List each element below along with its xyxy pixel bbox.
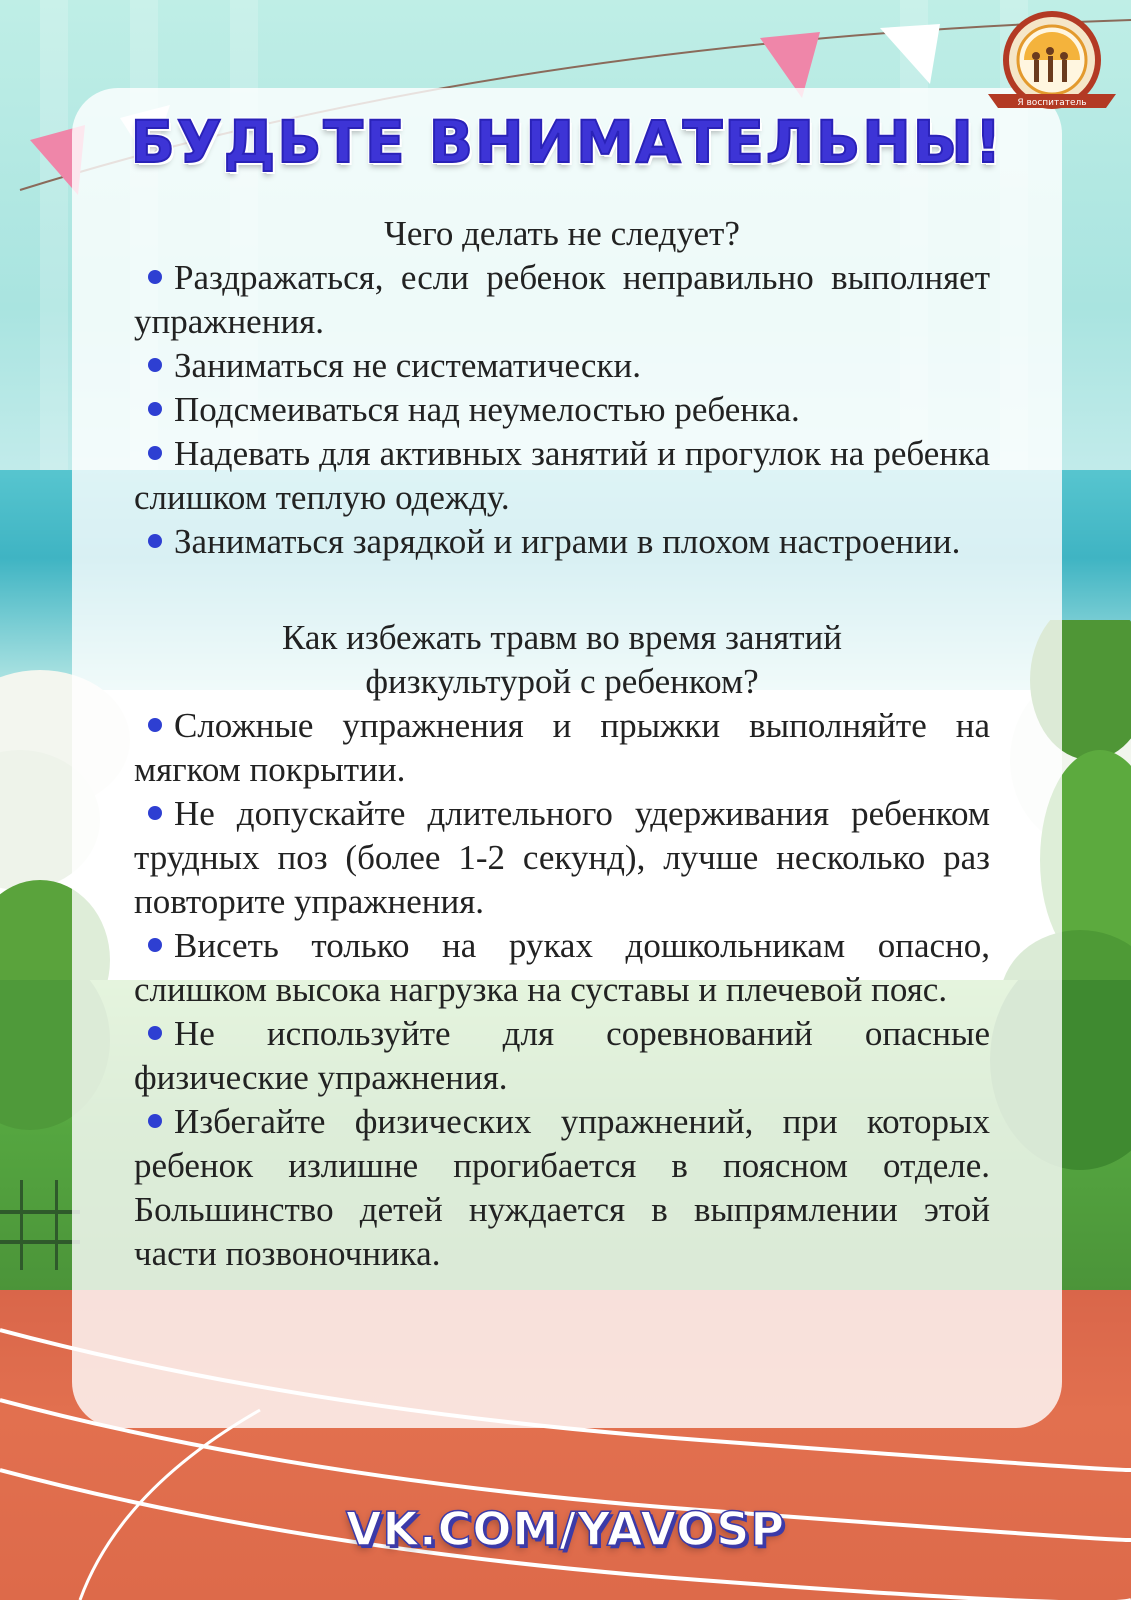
bullet-icon — [148, 938, 162, 952]
bullet-icon — [148, 1114, 162, 1128]
page-title: БУДЬТЕ ВНИМАТЕЛЬНЫ! — [130, 108, 1004, 176]
bullet-icon — [148, 1026, 162, 1040]
logo-caption: Я воспитатель — [1017, 98, 1087, 108]
list-item: Избегайте физических упражнений, при которых ребенок излишне прогибается в поясном отделе. Большинство детей нуждается в выпрямлении этой части позвоночника. — [134, 1102, 990, 1273]
list-item: Надевать для активных занятий и прогулок на ребенка слишком теплую одежду. — [134, 434, 990, 517]
list-item: Не используйте для соревнований опасные физические упражнения. — [134, 1014, 990, 1097]
section2-heading-line2: физкультурой с ребенком? — [365, 662, 759, 701]
footer-link[interactable]: VK.COM/YAVOSP — [345, 1502, 786, 1556]
bullet-icon — [148, 402, 162, 416]
bullet-icon — [148, 806, 162, 820]
list-item: Сложные упражнения и прыжки выполняйте на мягком покрытии. — [134, 706, 990, 789]
bullet-icon — [148, 446, 162, 460]
main-content — [134, 212, 990, 1276]
bullet-icon — [148, 358, 162, 372]
list-item: Висеть только на руках дошкольникам опасно, слишком высока нагрузка на суставы и плечевой пояс. — [134, 926, 990, 1009]
list-item: Заниматься зарядкой и играми в плохом настроении. — [134, 520, 990, 564]
list-item: Заниматься не систематически. — [134, 344, 990, 388]
list-item: Раздражаться, если ребенок неправильно выполняет упражнения. — [134, 258, 990, 341]
list-item: Не допускайте длительного удерживания ребенком трудных поз (более 1-2 секунд), лучше несколько раз повторите упражнения. — [134, 794, 990, 921]
section2-heading-line1: Как избежать травм во время занятий — [281, 618, 843, 657]
bullet-icon — [148, 270, 162, 284]
list-item: Подсмеиваться над неумелостью ребенка. — [134, 388, 990, 432]
bullet-icon — [148, 718, 162, 732]
bullet-icon — [148, 534, 162, 548]
logo — [982, 10, 1122, 116]
section1-heading: Чего делать не следует? — [384, 214, 740, 253]
